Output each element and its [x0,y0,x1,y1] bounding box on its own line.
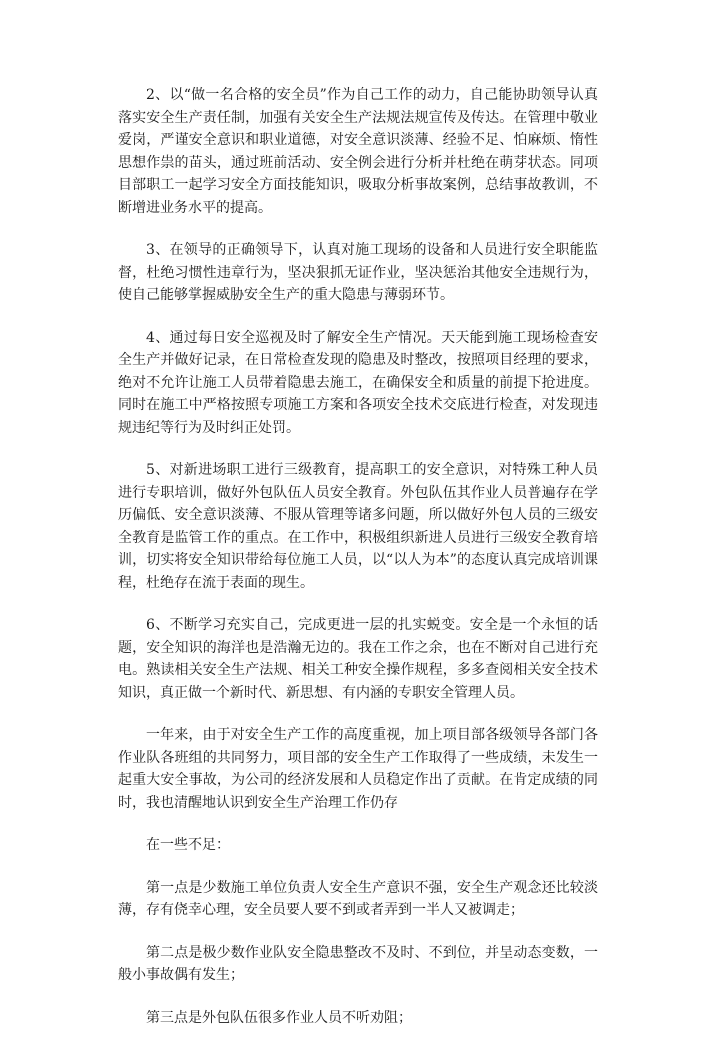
paragraph-shortcoming-1: 第一点是少数施工单位负责人安全生产意识不强，安全生产观念还比较淡薄，存有侥幸心理，安全员要人要不到或者弄到一半人又被调走； [118,879,598,918]
paragraph-shortcomings-intro: 在一些不足： [146,837,230,853]
document-page [118,84,598,1049]
paragraph-point-3: 3、在领导的正确领导下，认真对施工现场的设备和人员进行安全职能监督，杜绝习惯性违章行为，坚决狠抓无证作业，坚决惩治其他安全违规行为，使自己能够掌握威胁安全生产的重大隐患与薄弱环节。 [118,242,598,303]
paragraph-point-5: 5、对新进场职工进行三级教育，提高职工的安全意识，对特殊工种人员进行专职培训，做好外包队伍人员安全教育。外包队伍其作业人员普遍存在学历偏低、安全意识淡薄、不服从管理等诸多问题，所以做好外包人员的三级安全教育是监管工作的重点。在工作中，积极组织新进人员进行三级安全教育培训，切实将安全知识带给每位施工人员，以“以人为本”的态度认真完成培训课程，杜绝存在流于表面的现生。 [118,462,598,591]
paragraph-summary: 一年来，由于对安全生产工作的高度重视，加上项目部各级领导各部门各作业队各班组的共同努力，项目部的安全生产工作取得了一些成绩，未发生一起重大安全事故，为公司的经济发展和人员稳定作出了贡献。在肯定成绩的同时，我也清醒地认识到安全生产治理工作仍存 [118,727,598,811]
paragraph-point-4: 4、通过每日安全巡视及时了解安全生产情况。天天能到施工现场检查安全生产并做好记录，在日常检查发现的隐患及时整改，按照项目经理的要求，绝对不允许让施工人员带着隐患去施工，在确保安全和质量的前提下抢进度。同时在施工中严格按照专项施工方案和各项安全技术交底进行检查，对发现违规违纪等行为及时纠正处罚。 [118,329,598,436]
paragraph-point-6: 6、不断学习充实自己，完成更进一层的扎实蜕变。安全是一个永恒的话题，安全知识的海洋也是浩瀚无边的。我在工作之余，也在不断对自己进行充电。熟读相关安全生产法规、相关工种安全操作规程，多多查阅相关安全技术知识，真正做一个新时代、新思想、有内涵的专职安全管理人员。 [118,617,598,701]
paragraph-shortcoming-3: 第三点是外包队伍很多作业人员不听劝阻； [146,1009,412,1026]
paragraph-shortcoming-2: 第二点是极少数作业队安全隐患整改不及时、不到位，并呈动态变数，一般小事故偶有发生； [118,944,598,983]
paragraph-point-2: 2、以“做一名合格的安全员”作为自己工作的动力，自己能协助领导认真落实安全生产责任制，加强有关安全生产法规法规宣传及传达。在管理中敬业爱岗，严谨安全意识和职业道德，对安全意识淡薄、经验不足、怕麻烦、惰性思想作祟的苗头，通过班前活动、安全例会进行分析并杜绝在萌芽状态。同项目部职工一起学习安全方面技能知识，吸取分析事故案例，总结事故教训，不断增进业务水平的提高。 [118,87,598,216]
